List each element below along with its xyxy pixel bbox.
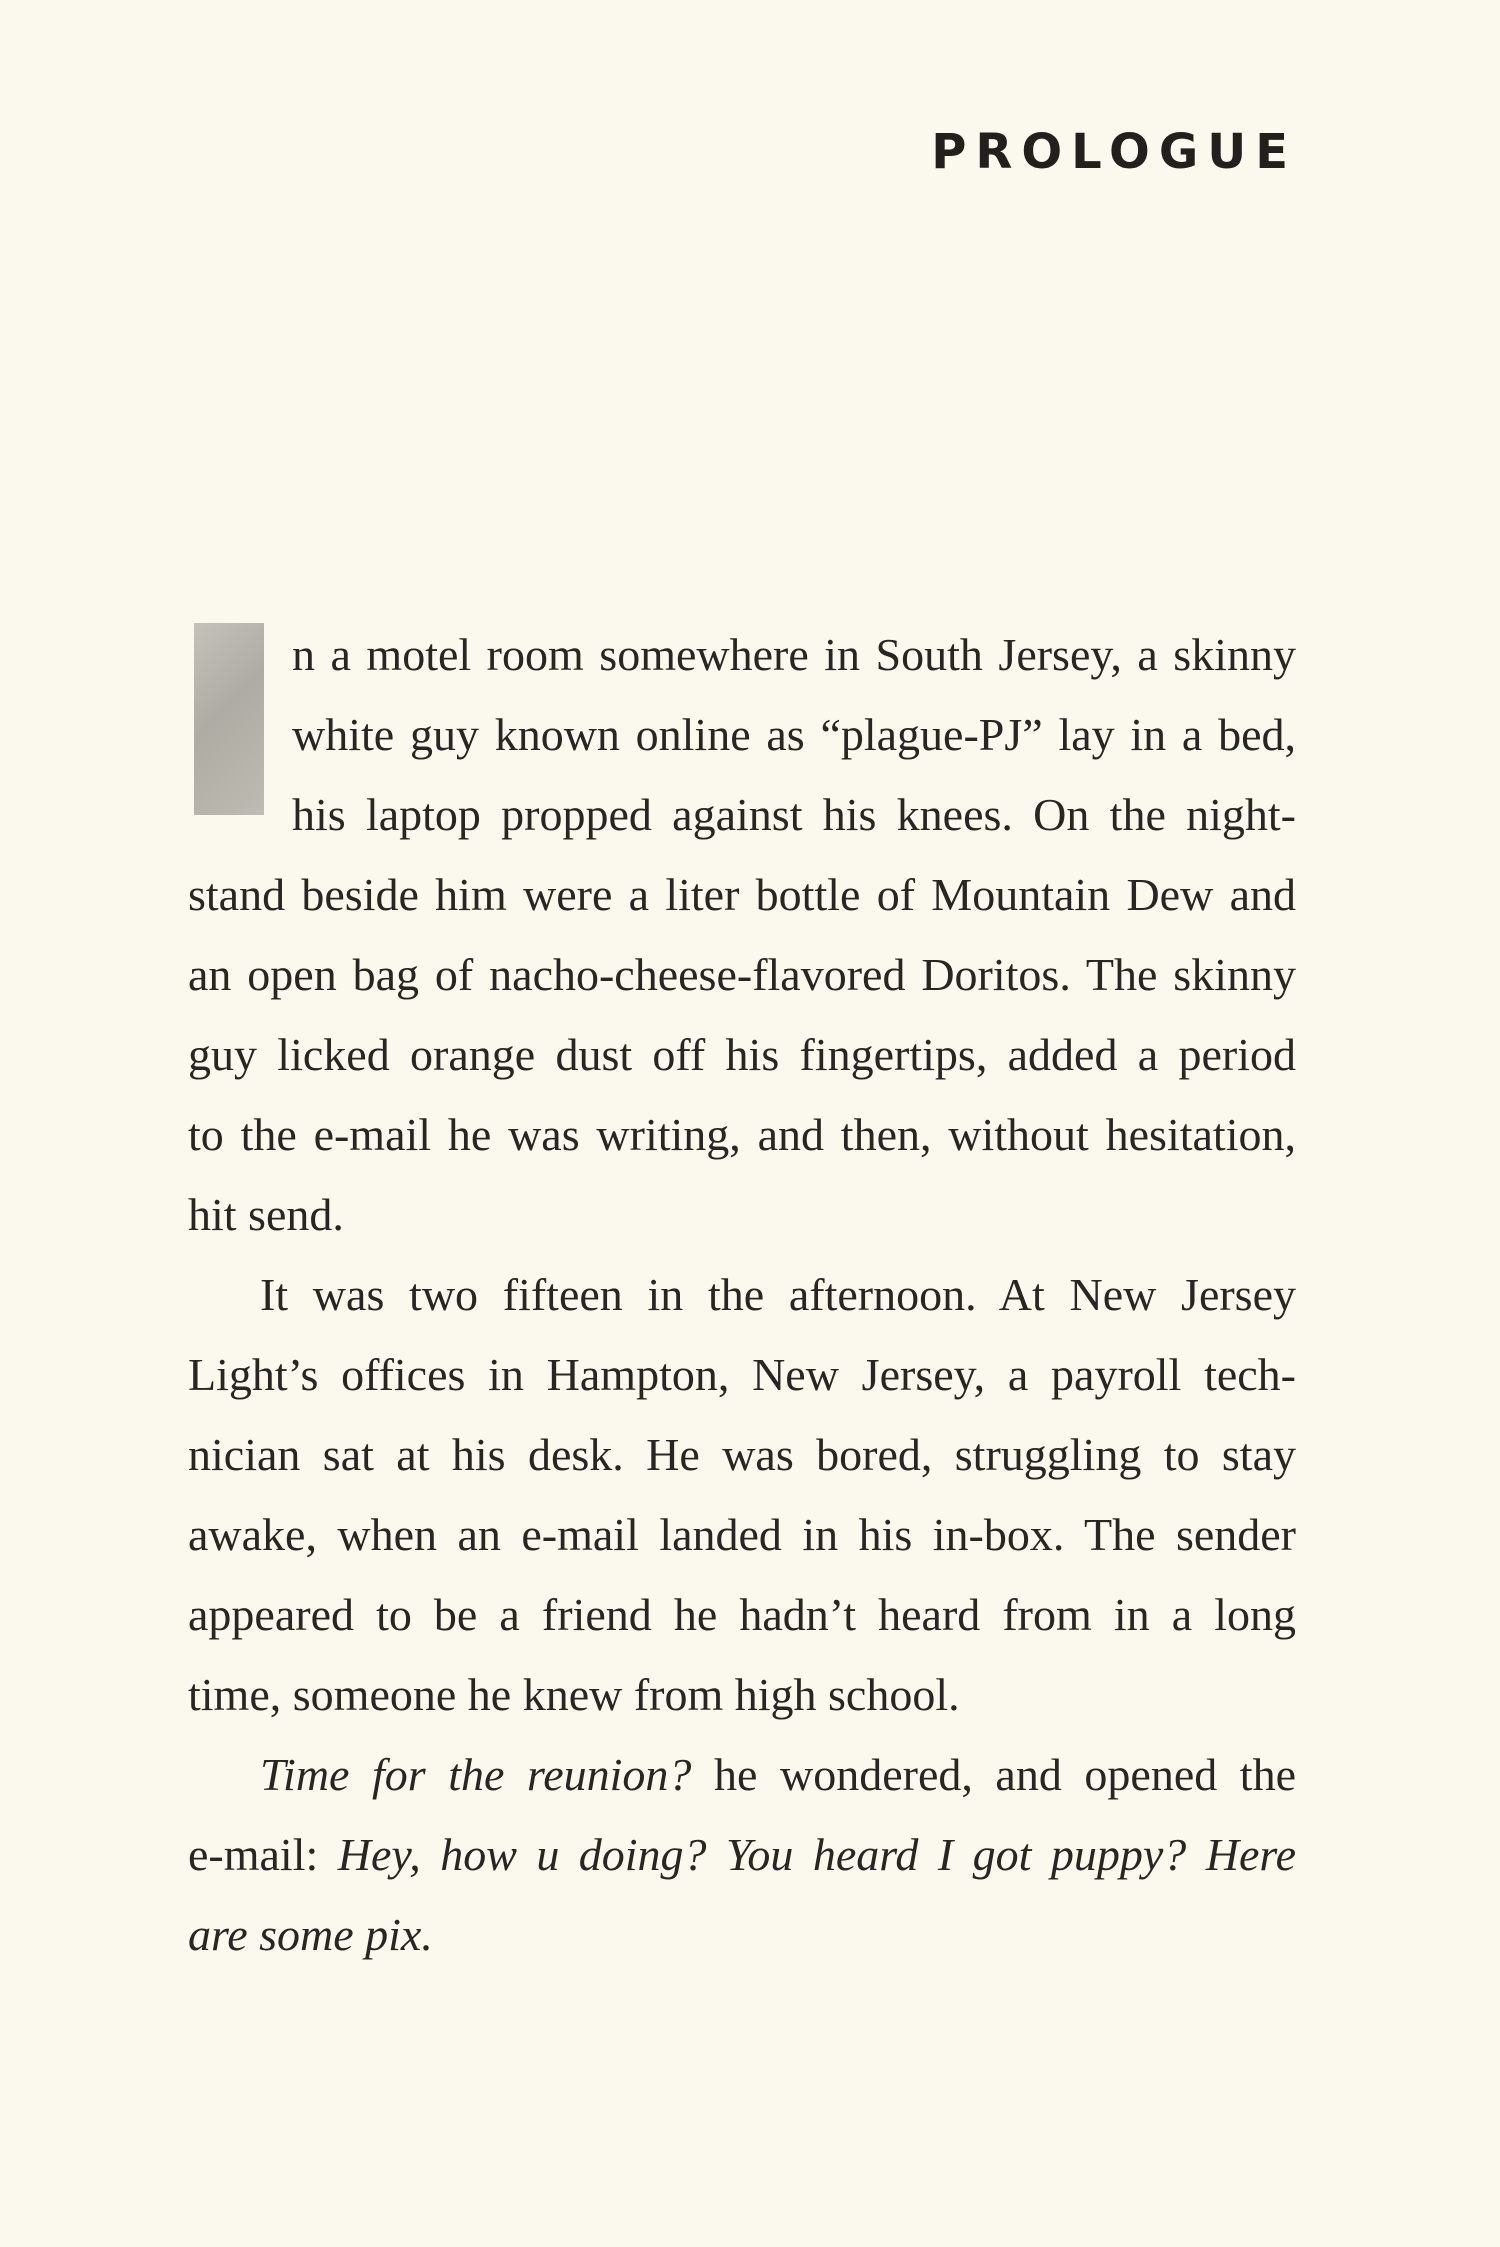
text-line: to the e-mail he was writing, and then, without hesitation, <box>188 1109 1296 1160</box>
paragraph-3 <box>188 1735 1296 1975</box>
text-line: appeared to be a friend he hadn’t heard from in a long <box>188 1589 1296 1640</box>
drop-cap-block <box>194 623 264 815</box>
text-line: guy licked orange dust off his fingertips, added a period <box>188 1029 1296 1080</box>
italic-text: are some pix. <box>188 1909 433 1960</box>
italic-text: Hey, how u doing? You heard I got puppy? Here <box>337 1829 1296 1880</box>
text-line <box>188 1735 1296 1815</box>
text-line: Light’s offices in Hampton, New Jersey, a payroll tech- <box>188 1349 1296 1400</box>
text-line: hit send. <box>188 1189 344 1240</box>
text-line: time, someone he knew from high school. <box>188 1669 960 1720</box>
roman-text: he wondered, and opened the <box>691 1749 1296 1800</box>
chapter-body <box>188 615 1296 1975</box>
italic-text: Time for the reunion? <box>260 1749 692 1800</box>
chapter-heading: PROLOGUE <box>931 124 1297 180</box>
text-line: stand beside him were a liter bottle of Mountain Dew and <box>188 869 1296 920</box>
text-line: It was two fifteen in the afternoon. At New Jersey <box>260 1269 1296 1320</box>
text-line <box>188 1815 1296 1895</box>
text-line: an open bag of nacho-cheese-flavored Doritos. The skinny <box>188 949 1296 1000</box>
paragraph-1 <box>188 615 1296 855</box>
paragraph-2 <box>188 1255 1296 1735</box>
text-line: n a motel room somewhere in South Jersey, a skinny <box>292 629 1296 680</box>
text-line: white guy known online as “plague-PJ” lay in a bed, <box>292 709 1296 760</box>
text-line <box>188 1895 1296 1975</box>
text-line: nician sat at his desk. He was bored, struggling to stay <box>188 1429 1296 1480</box>
text-line: his laptop propped against his knees. On the night- <box>292 789 1296 840</box>
text-line: awake, when an e-mail landed in his in-box. The sender <box>188 1509 1296 1560</box>
roman-text: e-mail: <box>188 1829 338 1880</box>
paragraph-1-cont <box>188 855 1296 1255</box>
